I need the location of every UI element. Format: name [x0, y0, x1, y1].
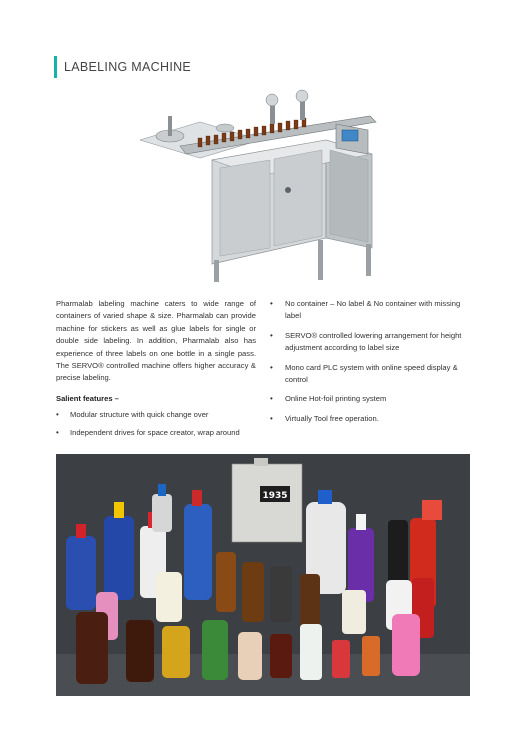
- list-item: • Mono card PLC system with online speed display & control: [270, 362, 474, 387]
- list-item: • Modular structure with quick change over: [56, 409, 256, 421]
- features-list-left: [56, 409, 256, 439]
- page-title-block: [54, 56, 191, 78]
- title-accent-bar: [54, 56, 57, 78]
- list-item: • Virtually Tool free operation.: [270, 413, 474, 425]
- containers-photo: [56, 454, 470, 696]
- list-item: • SERVO® controlled lowering arrangement for height adjustment according to label size: [270, 330, 474, 355]
- left-column: [56, 298, 256, 444]
- intro-paragraph: Pharmalab labeling machine caters to wide range of containers of varied shape & size. Pharmalab can provide machine for stickers as well as glue labels for single or double side labeling. In addition, Pharmalab also has experience of three labels on one bottle in a single pass. The SERVO® controlled machine offers higher accuracy & precise labeling.: [56, 299, 256, 383]
- features-list-right: [270, 298, 474, 425]
- features-heading: Salient features –: [56, 393, 119, 403]
- svg-text:1935: 1935: [262, 491, 288, 501]
- list-item: • Online Hot-foil printing system: [270, 393, 474, 405]
- list-item: • No container – No label & No container with missing label: [270, 298, 474, 323]
- containers-illustration: [56, 454, 470, 696]
- labeling-machine-image: [140, 88, 388, 288]
- right-column: [270, 298, 474, 432]
- page-title: LABELING MACHINE: [64, 60, 192, 74]
- list-item: • Independent drives for space creator, wrap around: [56, 427, 256, 439]
